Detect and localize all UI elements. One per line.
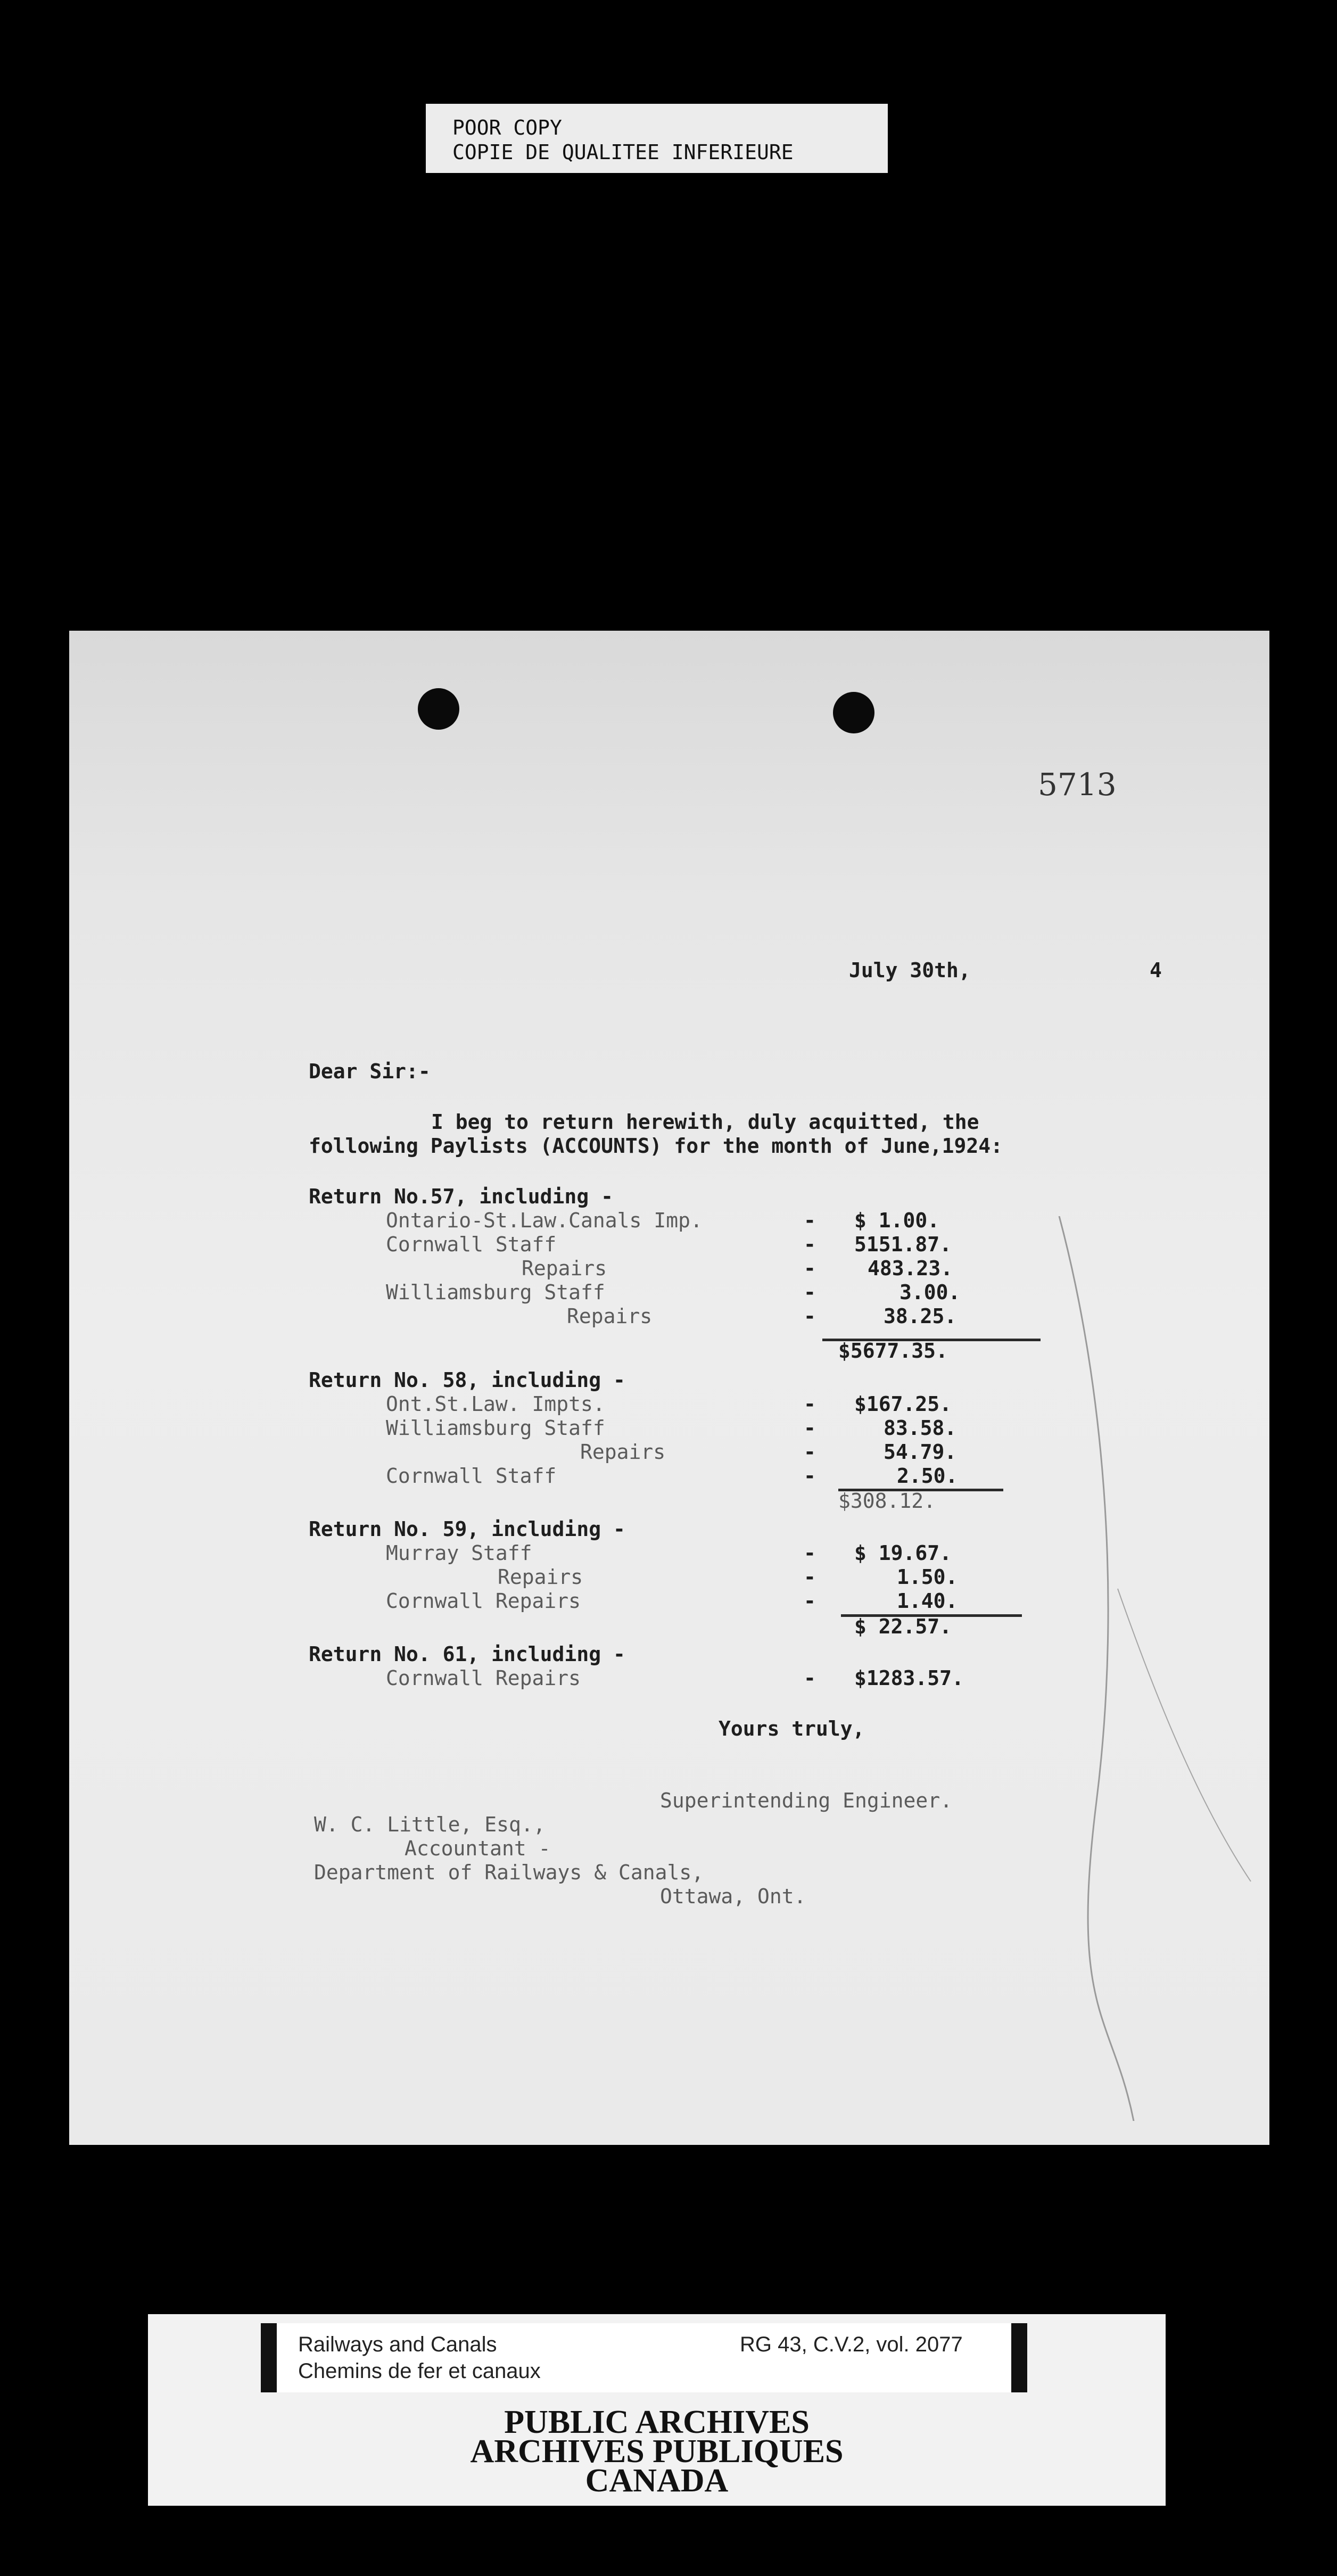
return-59-heading: Return No. 59, including - <box>309 1517 625 1541</box>
return-59-item-label: Cornwall Repairs <box>386 1589 581 1613</box>
return-58-item-label: Cornwall Staff <box>386 1464 557 1488</box>
return-58-heading: Return No. 58, including - <box>309 1368 625 1392</box>
return-61-item-dash: - <box>804 1666 816 1690</box>
intro-line-2: following Paylists (ACCOUNTS) for the month of June,1924: <box>309 1134 1003 1158</box>
return-57-item-dash: - <box>804 1281 816 1304</box>
addressee-line: W. C. Little, Esq., <box>314 1813 546 1836</box>
return-61-item-amount: $1283.57. <box>854 1666 964 1690</box>
return-59-item-amount: 1.40. <box>897 1589 958 1613</box>
return-57-item-dash: - <box>804 1233 816 1256</box>
return-57-item-amount: $ 1.00. <box>854 1209 940 1232</box>
return-57-item-dash: - <box>804 1304 816 1328</box>
addressee-line: Accountant - <box>405 1837 551 1860</box>
return-58-item-dash: - <box>804 1464 816 1488</box>
return-59-item-label: Repairs <box>498 1565 583 1589</box>
signature-title: Superintending Engineer. <box>660 1789 953 1812</box>
letter-date: July 30th, <box>849 959 971 982</box>
return-57-total: $5677.35. <box>838 1339 948 1363</box>
poor-copy-label <box>426 104 888 173</box>
series-french: Chemins de fer et canaux <box>298 2359 541 2383</box>
return-59-item-dash: - <box>804 1541 816 1565</box>
return-57-item-label: Repairs <box>567 1304 653 1328</box>
series-english: Railways and Canals <box>298 2333 497 2356</box>
return-58-item-dash: - <box>804 1392 816 1416</box>
return-58-item-amount: $167.25. <box>854 1392 952 1416</box>
return-58-total: $308.12. <box>838 1489 936 1513</box>
return-57-item-label: Cornwall Staff <box>386 1233 557 1256</box>
archive-title-2: ARCHIVES PUBLIQUES <box>470 2433 844 2470</box>
return-58-item-amount: 2.50. <box>897 1464 958 1488</box>
return-57-item-dash: - <box>804 1257 816 1280</box>
return-58-item-amount: 54.79. <box>884 1440 957 1464</box>
return-59-item-dash: - <box>804 1565 816 1589</box>
page-crease-marks <box>1038 1216 1261 2121</box>
return-57-item-label: Williamsburg Staff <box>386 1281 605 1304</box>
return-57-item-dash: - <box>804 1209 816 1232</box>
page-mark: 4 <box>1150 959 1162 982</box>
return-57-item-label: Ontario-St.Law.Canals Imp. <box>386 1209 703 1232</box>
addressee-line: Department of Railways & Canals, <box>314 1861 704 1884</box>
return-58-item-label: Repairs <box>580 1440 666 1464</box>
return-59-item-dash: - <box>804 1589 816 1613</box>
return-58-item-amount: 83.58. <box>884 1416 957 1440</box>
return-61-item-label: Cornwall Repairs <box>386 1666 581 1690</box>
salutation: Dear Sir:- <box>309 1060 431 1083</box>
archive-title-3: CANADA <box>585 2463 729 2499</box>
return-59-item-amount: 1.50. <box>897 1565 958 1589</box>
addressee-line: Ottawa, Ont. <box>660 1885 806 1908</box>
intro-line-1: I beg to return herewith, duly acquitted, the <box>431 1110 979 1134</box>
file-number: 5713 <box>1038 766 1117 803</box>
return-58-item-label: Williamsburg Staff <box>386 1416 605 1440</box>
return-61-heading: Return No. 61, including - <box>309 1642 625 1666</box>
return-58-item-dash: - <box>804 1440 816 1464</box>
poor-copy-line1: POOR COPY <box>452 116 562 139</box>
punch-hole-left <box>418 688 459 730</box>
letter-page <box>69 631 1269 2145</box>
archive-reference: RG 43, C.V.2, vol. 2077 <box>740 2333 963 2356</box>
return-57-item-amount: 483.23. <box>868 1257 953 1280</box>
archive-reference-box <box>261 2323 1027 2392</box>
return-57-heading: Return No.57, including - <box>309 1185 613 1208</box>
return-59-total: $ 22.57. <box>854 1615 952 1638</box>
return-58-item-dash: - <box>804 1416 816 1440</box>
closing: Yours truly, <box>719 1717 865 1740</box>
return-57-item-amount: 5151.87. <box>854 1233 952 1256</box>
return-57-item-amount: 38.25. <box>884 1304 957 1328</box>
archive-title-1: PUBLIC ARCHIVES <box>504 2404 810 2440</box>
return-57-item-amount: 3.00. <box>899 1281 961 1304</box>
return-58-item-label: Ont.St.Law. Impts. <box>386 1392 605 1416</box>
punch-hole-right <box>833 692 874 733</box>
return-59-item-label: Murray Staff <box>386 1541 532 1565</box>
poor-copy-line2: COPIE DE QUALITEE INFERIEURE <box>452 141 794 164</box>
return-59-item-amount: $ 19.67. <box>854 1541 952 1565</box>
return-57-item-label: Repairs <box>522 1257 607 1280</box>
